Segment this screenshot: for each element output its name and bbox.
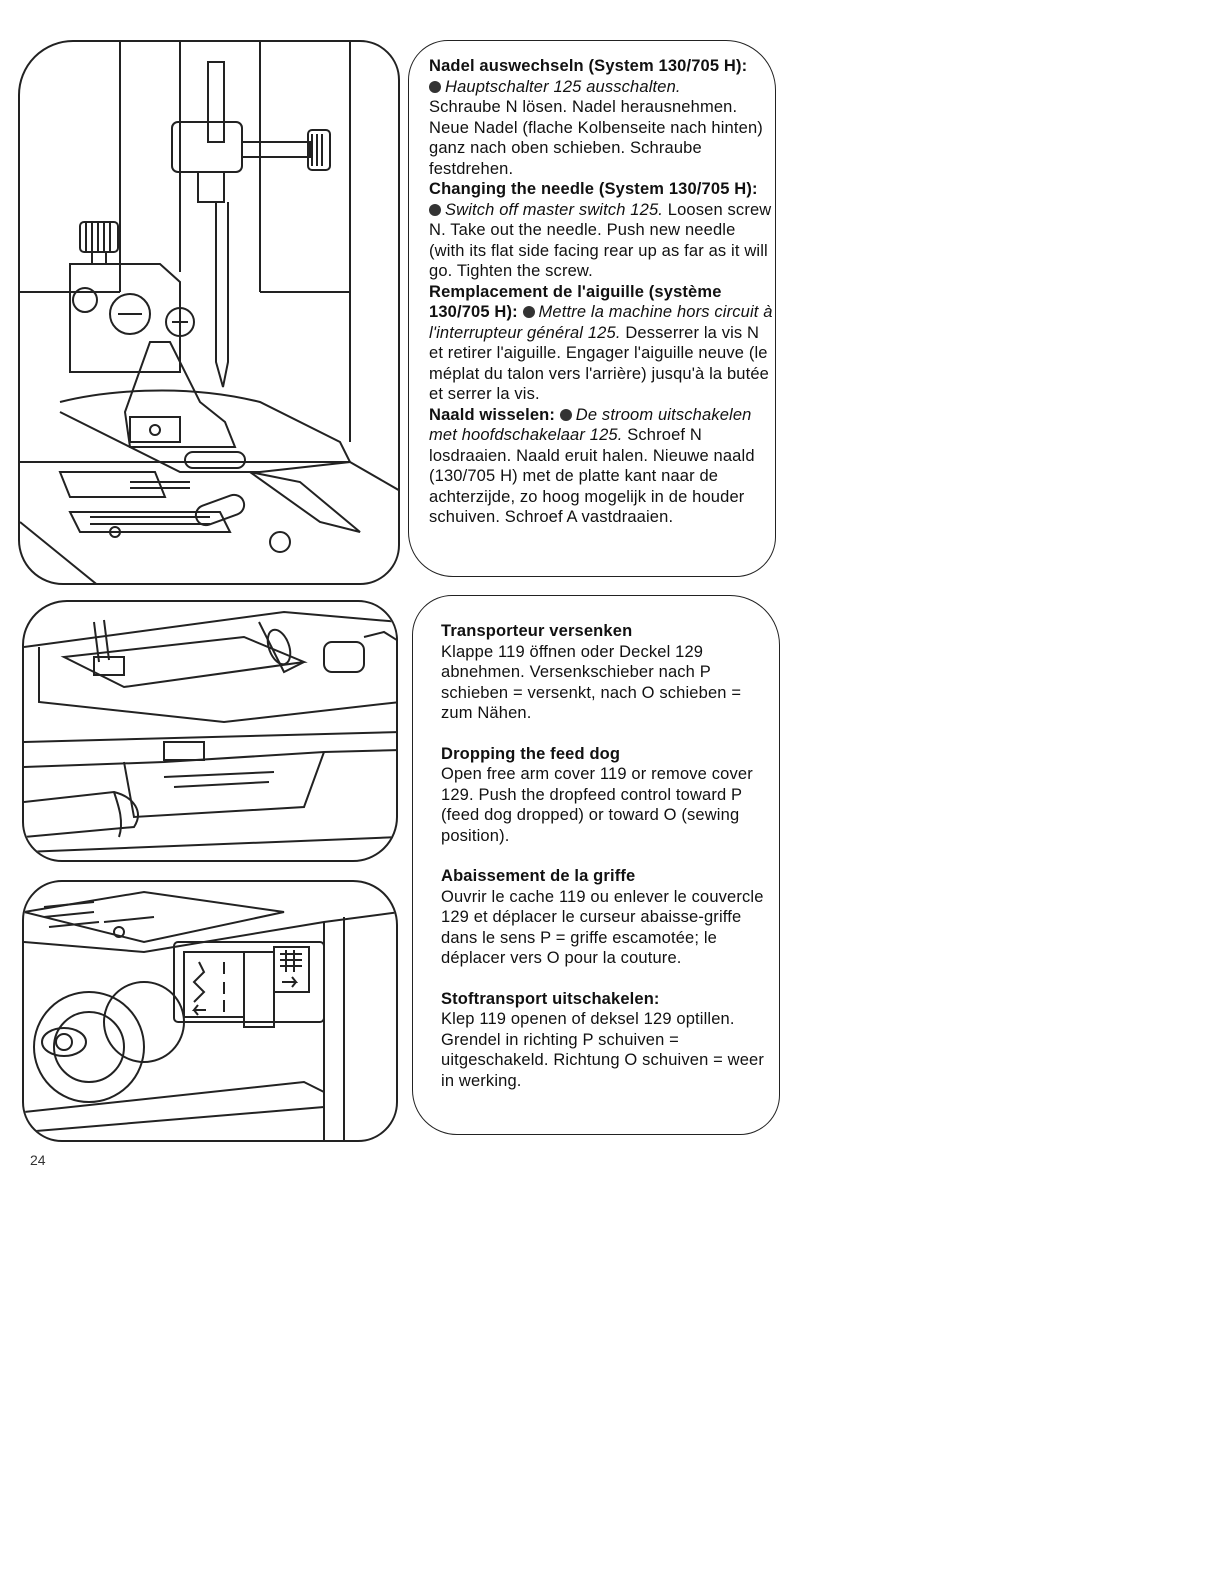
feed-dog-en-heading: Dropping the feed dog	[441, 744, 621, 763]
needle-en-text: Loosen screw N. Take out the needle. Push new needle (with its flat side facing rear up as far as it will go. Tighten the screw.	[429, 200, 772, 280]
feed-dog-fr-text: Ouvrir le cache 119 ou enlever le couvercle 129 et déplacer le curseur abaisse-griffe dans le sens P = griffe escamotée; le déplacer vers O pour la couture.	[441, 887, 764, 967]
feed-dog-de-text: Klappe 119 öffnen oder Deckel 129 abnehmen. Versenkschieber nach P schieben = versenkt, nach O schieben = zum Nähen.	[441, 642, 742, 722]
feed-dog-nl-heading: Stoftransport uitschakelen:	[441, 989, 660, 1008]
feed-dog-de-heading: Transporteur versenken	[441, 622, 633, 640]
feed-dog-illustration	[22, 880, 398, 1142]
needle-en-heading: Changing the needle (System 130/705 H):	[429, 180, 758, 198]
feed-dog-en-text: Open free arm cover 119 or remove cover 129. Push the dropfeed control toward P (feed dog dropped) or toward O (sewing position).	[441, 765, 753, 845]
needle-de-text: Schraube N lösen. Nadel herausnehmen. Neue Nadel (flache Kolbenseite nach hinten) ganz nach oben schieben. Schraube festdrehen.	[429, 98, 763, 178]
needle-illustration	[18, 40, 400, 585]
feed-dog-instructions	[441, 621, 776, 1091]
page-number: 24	[30, 1152, 46, 1168]
feed-dog-fr-heading: Abaissement de la griffe	[441, 867, 636, 885]
feed-dog-nl-text: Klep 119 openen of deksel 129 optillen. Grendel in richting P schuiven = uitgeschakeld. Richtung O schuiven = weer in werking.	[441, 1010, 765, 1090]
caution-dot-icon	[523, 306, 535, 318]
needle-nl-text: Schroef N losdraaien. Naald eruit halen. Nieuwe naald (130/705 H) met de platte kant naar de achterzijde, zo hoog mogelijk in de houder schuiven. Schroef A vastdraaien.	[429, 426, 755, 526]
needle-de-italic: Hauptschalter 125 ausschalten.	[445, 77, 681, 96]
caution-dot-icon	[429, 204, 441, 216]
machine-bed-illustration	[22, 600, 398, 862]
needle-nl-heading: Naald wisselen:	[429, 405, 556, 424]
needle-en-italic: Switch off master switch 125.	[445, 200, 664, 219]
needle-fr-italic: Mettre la machine hors circuit à l'interrupteur général 125.	[429, 303, 773, 342]
caution-dot-icon	[560, 409, 572, 421]
needle-de-heading: Nadel auswechseln (System 130/705 H):	[429, 57, 748, 75]
caution-dot-icon	[429, 81, 441, 93]
needle-instructions	[429, 56, 774, 528]
needle-nl-italic: De stroom uitschakelen met hoofdschakelaar 125.	[429, 405, 752, 444]
needle-fr-text: Desserrer la vis N et retirer l'aiguille. Engager l'aiguille neuve (le méplat du talon vers l'arrière) jusqu'à la butée et serrer la vis.	[429, 323, 770, 403]
needle-fr-heading: Remplacement de l'aiguille (système 130/705 H):	[429, 282, 722, 321]
